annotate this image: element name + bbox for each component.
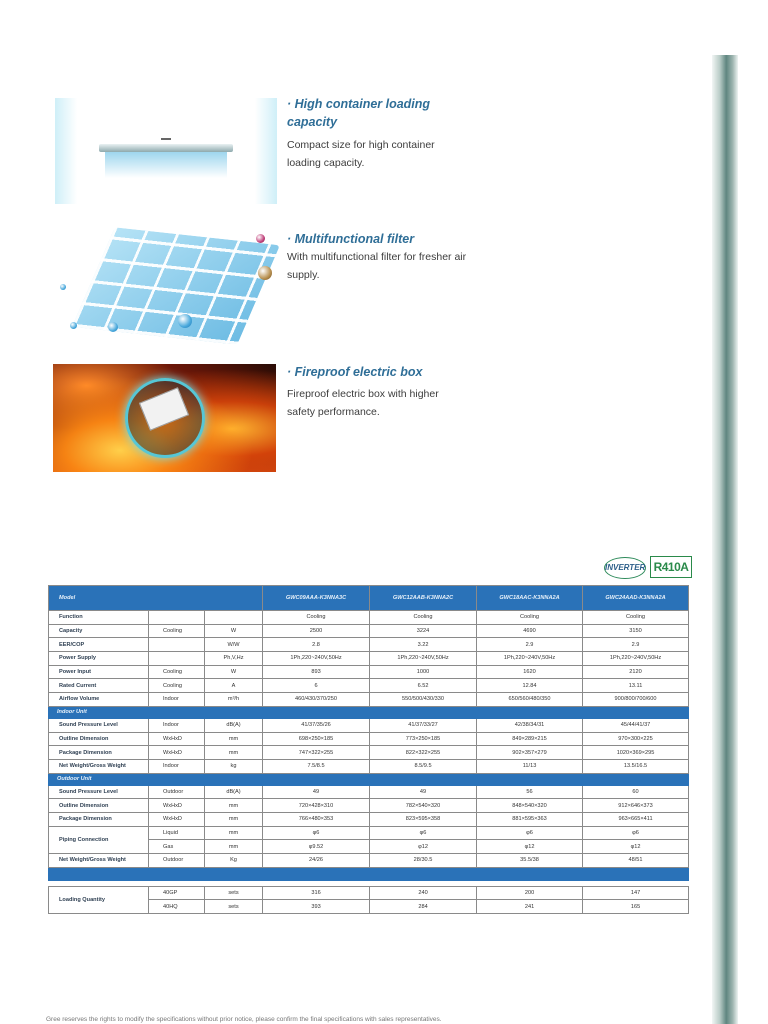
table-cell: 6.52 — [370, 679, 477, 693]
table-cell: mm — [205, 799, 263, 813]
table-cell: Cooling — [149, 665, 205, 679]
table-cell: 42/38/34/31 — [477, 718, 583, 732]
table-cell: 240 — [370, 886, 477, 900]
table-cell: 35.5/38 — [477, 854, 583, 868]
section-title: Indoor Unit — [49, 706, 689, 718]
fireproof-box-image — [53, 364, 276, 472]
feature-desc-line: supply. — [287, 269, 320, 281]
table-cell: Outline Dimension — [49, 799, 149, 813]
table-cell: Rated Current — [49, 679, 149, 693]
header-model-col: GWC12AAB-K3NNA2C — [370, 586, 477, 611]
table-cell — [49, 867, 689, 880]
table-cell: 720×428×310 — [263, 799, 370, 813]
table-cell: 2.8 — [263, 638, 370, 652]
table-cell: 2.9 — [583, 638, 689, 652]
table-cell — [149, 652, 205, 666]
table-cell: φ12 — [477, 840, 583, 854]
table-cell: 60 — [583, 785, 689, 799]
table-cell — [149, 638, 205, 652]
table-cell: 28/30.5 — [370, 854, 477, 868]
table-row — [49, 679, 689, 693]
table-cell: mm — [205, 732, 263, 746]
table-cell: φ12 — [370, 840, 477, 854]
table-cell: 823×595×358 — [370, 812, 477, 826]
table-cell: 550/500/430/330 — [370, 693, 477, 707]
table-cell: 12.84 — [477, 679, 583, 693]
table-cell: 1Ph,220~240V,50Hz — [263, 652, 370, 666]
table-cell: Cooling — [370, 611, 477, 625]
table-cell: 893 — [263, 665, 370, 679]
table-cell: 49 — [263, 785, 370, 799]
feature-desc-filter — [287, 248, 466, 284]
table-cell: W — [205, 665, 263, 679]
table-cell: Net Weight/Gross Weight — [49, 759, 149, 773]
table-cell: Power Supply — [49, 652, 149, 666]
table-cell: dB(A) — [205, 785, 263, 799]
table-row — [49, 826, 689, 840]
table-cell — [205, 611, 263, 625]
table-cell: WxHxD — [149, 812, 205, 826]
ac-unit-logo — [161, 138, 171, 140]
feature-title-line: · High container loading — [287, 97, 431, 111]
table-cell: φ6 — [477, 826, 583, 840]
feature-desc-line: Compact size for high container — [287, 139, 435, 151]
table-cell: Cooling — [149, 679, 205, 693]
air-bubble — [60, 284, 66, 290]
table-cell: Airflow Volume — [49, 693, 149, 707]
table-cell: m³/h — [205, 693, 263, 707]
table-cell: 912×646×373 — [583, 799, 689, 813]
table-cell: Kg — [205, 854, 263, 868]
table-cell: 849×289×215 — [477, 732, 583, 746]
table-cell: 200 — [477, 886, 583, 900]
table-section-row — [49, 773, 689, 785]
table-row — [49, 611, 689, 625]
section-title: Outdoor Unit — [49, 773, 689, 785]
table-cell: Package Dimension — [49, 746, 149, 760]
table-cell: 3150 — [583, 624, 689, 638]
table-cell: φ6 — [370, 826, 477, 840]
table-cell: Ph,V,Hz — [205, 652, 263, 666]
table-row — [49, 693, 689, 707]
table-cell: 393 — [263, 900, 370, 914]
table-cell: 460/430/370/250 — [263, 693, 370, 707]
table-cell: 900/800/700/600 — [583, 693, 689, 707]
table-cell: 3224 — [370, 624, 477, 638]
table-cell: 48/51 — [583, 854, 689, 868]
table-cell: W — [205, 624, 263, 638]
table-cell: 881×595×363 — [477, 812, 583, 826]
table-cell: Gas — [149, 840, 205, 854]
table-cell: 1Ph,220~240V,50Hz — [583, 652, 689, 666]
table-cell: 782×540×320 — [370, 799, 477, 813]
table-cell: Indoor — [149, 718, 205, 732]
table-cell: Outline Dimension — [49, 732, 149, 746]
table-cell: 773×250×185 — [370, 732, 477, 746]
table-cell: mm — [205, 826, 263, 840]
table-cell: Capacity — [49, 624, 149, 638]
table-cell: 56 — [477, 785, 583, 799]
table-cell: WxHxD — [149, 732, 205, 746]
table-cell — [149, 611, 205, 625]
dust-particle — [258, 266, 272, 280]
table-section-row — [49, 706, 689, 718]
table-header-row — [49, 586, 689, 611]
table-cell: 1620 — [477, 665, 583, 679]
filter-mesh — [72, 227, 280, 344]
table-cell: 8.5/9.5 — [370, 759, 477, 773]
table-cell: 49 — [370, 785, 477, 799]
table-cell: 241 — [477, 900, 583, 914]
feature-desc-container-loading — [287, 136, 435, 172]
table-row — [49, 886, 689, 900]
table-row — [49, 652, 689, 666]
table-cell: φ12 — [583, 840, 689, 854]
feature-desc-line: With multifunctional filter for fresher air — [287, 251, 467, 263]
table-cell: WxHxD — [149, 746, 205, 760]
table-cell: Sound Pressure Level — [49, 718, 149, 732]
table-cell: 1Ph,220~240V,50Hz — [370, 652, 477, 666]
table-cell: 747×322×255 — [263, 746, 370, 760]
feature-desc-line: Fireproof electric box with higher — [287, 388, 439, 400]
table-cell: 1020×369×295 — [583, 746, 689, 760]
table-cell: mm — [205, 746, 263, 760]
table-cell: 1Ph,220~240V,50Hz — [477, 652, 583, 666]
table-cell: 4690 — [477, 624, 583, 638]
ac-unit-image — [55, 98, 277, 204]
table-cell: 41/37/35/26 — [263, 718, 370, 732]
air-bubble — [70, 322, 77, 329]
table-cell: 41/37/33/27 — [370, 718, 477, 732]
table-row — [49, 812, 689, 826]
table-cell: Liquid — [149, 826, 205, 840]
feature-desc-fireproof — [287, 385, 439, 421]
table-cell: Outdoor — [149, 785, 205, 799]
table-row — [49, 624, 689, 638]
table-cell: 11/13 — [477, 759, 583, 773]
table-cell: dB(A) — [205, 718, 263, 732]
table-cell: Piping Connection — [49, 826, 149, 853]
table-cell: EER/COP — [49, 638, 149, 652]
table-divider-band — [49, 867, 689, 880]
inverter-logo: INVERTER — [604, 557, 646, 579]
table-cell: 650/560/480/350 — [477, 693, 583, 707]
table-cell: 165 — [583, 900, 689, 914]
header-model: Model — [49, 586, 263, 611]
feature-title-fireproof: · Fireproof electric box — [287, 365, 423, 379]
table-cell: Net Weight/Gross Weight — [49, 854, 149, 868]
table-cell: Cooling — [263, 611, 370, 625]
table-cell: 316 — [263, 886, 370, 900]
table-cell: Package Dimension — [49, 812, 149, 826]
table-cell: 1000 — [370, 665, 477, 679]
dust-particle — [256, 234, 265, 243]
table-row — [49, 746, 689, 760]
table-cell: Cooling — [149, 624, 205, 638]
feature-desc-line: loading capacity. — [287, 157, 365, 169]
table-row — [49, 665, 689, 679]
ac-unit-body — [99, 144, 233, 152]
table-row — [49, 759, 689, 773]
table-cell: 2120 — [583, 665, 689, 679]
table-cell: mm — [205, 812, 263, 826]
table-cell: 970×300×225 — [583, 732, 689, 746]
table-row — [49, 638, 689, 652]
spec-table — [48, 585, 689, 914]
table-cell: Outdoor — [149, 854, 205, 868]
table-cell: kg — [205, 759, 263, 773]
table-cell: Indoor — [149, 693, 205, 707]
table-cell: Sound Pressure Level — [49, 785, 149, 799]
table-row — [49, 799, 689, 813]
table-cell: Function — [49, 611, 149, 625]
table-cell: 2.9 — [477, 638, 583, 652]
footer-disclaimer: Gree reserves the rights to modify the specifications without prior notice, please confirm the final specifications with sales representatives. — [46, 1016, 442, 1023]
table-row — [49, 732, 689, 746]
header-model-col: GWC24AAD-K3NNA2A — [583, 586, 689, 611]
table-cell: Cooling — [583, 611, 689, 625]
table-cell: φ9.52 — [263, 840, 370, 854]
table-cell: 2500 — [263, 624, 370, 638]
table-cell: 13.5/16.5 — [583, 759, 689, 773]
table-cell: Loading Quantity — [49, 886, 149, 913]
table-cell: 284 — [370, 900, 477, 914]
table-cell: mm — [205, 840, 263, 854]
table-cell: W/W — [205, 638, 263, 652]
table-row — [49, 785, 689, 799]
header-model-col: GWC09AAA-K3NNA3C — [263, 586, 370, 611]
r410a-logo: R410A — [650, 556, 692, 578]
feature-desc-line: safety performance. — [287, 406, 380, 418]
table-cell: 6 — [263, 679, 370, 693]
table-cell: 963×665×411 — [583, 812, 689, 826]
table-row — [49, 854, 689, 868]
table-cell: 766×480×353 — [263, 812, 370, 826]
table-cell: sets — [205, 900, 263, 914]
table-cell: φ6 — [263, 826, 370, 840]
ac-airflow-glow — [105, 152, 227, 178]
table-cell: Power Input — [49, 665, 149, 679]
table-cell: 24/26 — [263, 854, 370, 868]
table-cell: A — [205, 679, 263, 693]
table-cell: 7.5/8.5 — [263, 759, 370, 773]
table-cell: 40GP — [149, 886, 205, 900]
table-cell: 40HQ — [149, 900, 205, 914]
table-cell: 147 — [583, 886, 689, 900]
page-spine-shadow — [712, 55, 738, 1024]
table-cell: φ6 — [583, 826, 689, 840]
table-cell: Indoor — [149, 759, 205, 773]
feature-title-container-loading — [287, 95, 430, 131]
table-row — [49, 718, 689, 732]
air-bubble — [178, 314, 192, 328]
table-cell: sets — [205, 886, 263, 900]
table-cell: 45/44/41/37 — [583, 718, 689, 732]
feature-title-filter: · Multifunctional filter — [287, 232, 415, 246]
table-cell: Cooling — [477, 611, 583, 625]
table-cell: WxHxD — [149, 799, 205, 813]
table-cell: 822×322×255 — [370, 746, 477, 760]
table-cell: 902×357×279 — [477, 746, 583, 760]
table-cell: 3.22 — [370, 638, 477, 652]
air-bubble — [108, 322, 118, 332]
feature-title-line: capacity — [287, 115, 338, 129]
table-cell: 848×540×320 — [477, 799, 583, 813]
table-cell: 698×250×185 — [263, 732, 370, 746]
table-cell: 13.11 — [583, 679, 689, 693]
header-model-col: GWC18AAC-K3NNA2A — [477, 586, 583, 611]
filter-image — [50, 226, 280, 344]
